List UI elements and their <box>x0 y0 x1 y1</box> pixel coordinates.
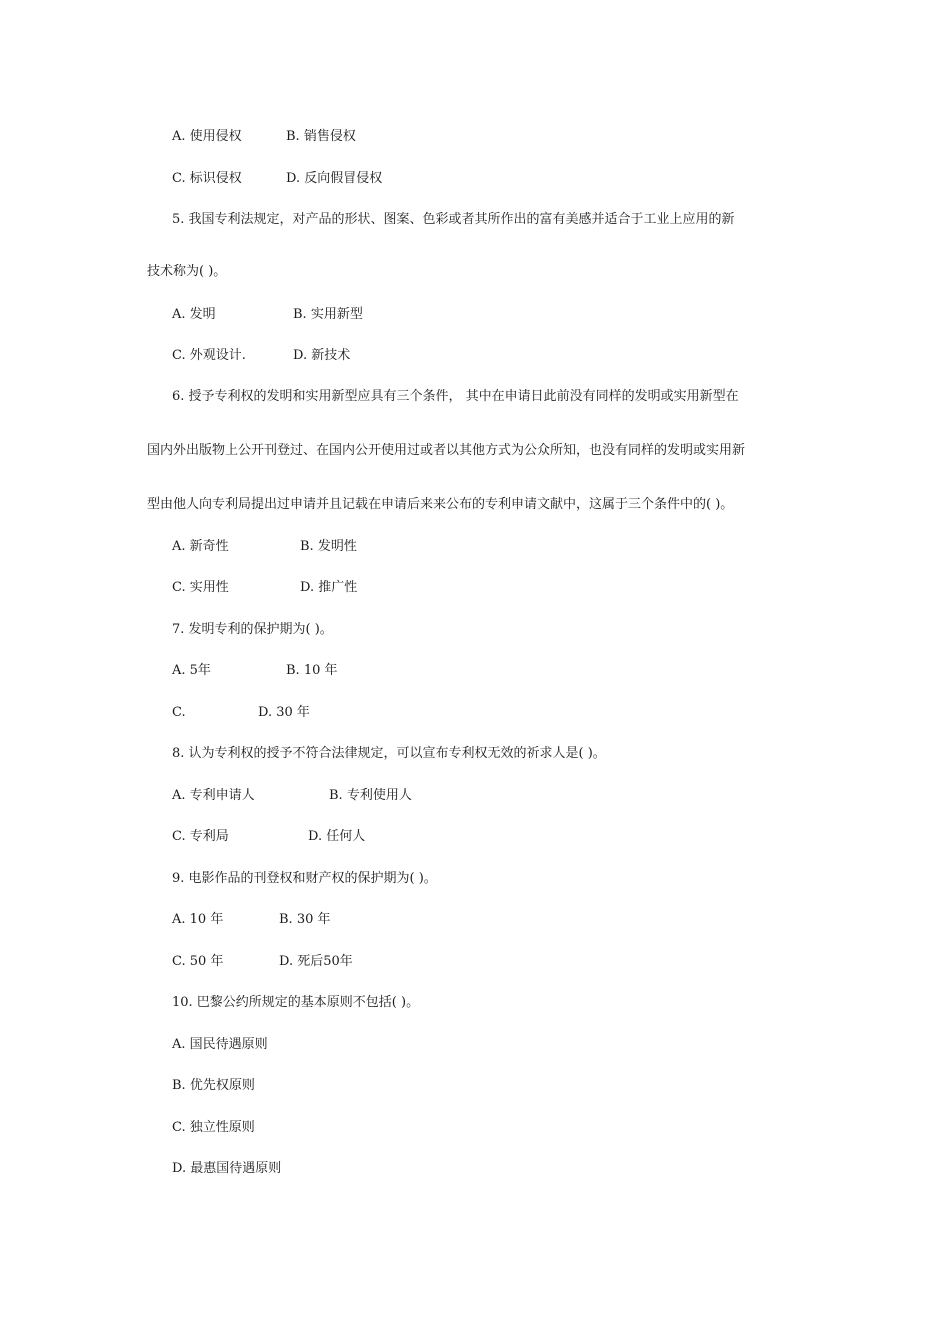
option-c: C. 外观设计. <box>172 348 246 363</box>
option-row <box>172 580 358 596</box>
option-d: D. 死后50年 <box>279 954 353 969</box>
option-b: B. 30 年 <box>279 912 331 927</box>
option-c: C. 独立性原则 <box>172 1120 255 1135</box>
option-a: A. 国民待遇原则 <box>172 1037 268 1052</box>
option-row <box>172 912 331 928</box>
question-6-line-3: 型由他人向专利局提出过申请并且记载在申请后来来公布的专利申请文献中，这属于三个条件中的( )。 <box>147 497 734 512</box>
question-9: 9. 电影作品的刊登权和财产权的保护期为( )。 <box>172 871 437 886</box>
question-8: 8. 认为专利权的授予不符合法律规定，可以宣布专利权无效的祈求人是( )。 <box>172 746 606 761</box>
option-d: D. 反向假冒侵权 <box>286 171 383 186</box>
question-6-line-1: 6. 授予专利权的发明和实用新型应具有三个条件， 其中在申请日此前没有同样的发明或实用新型在 <box>172 389 739 404</box>
option-a: A. 新奇性 <box>172 539 229 554</box>
option-c: C. 实用性 <box>172 580 229 595</box>
question-6-line-2: 国内外出版物上公开刊登过、在国内公开使用过或者以其他方式为公众所知，也没有同样的发明或实用新 <box>147 443 746 458</box>
option-a: A. 10 年 <box>172 912 224 927</box>
option-row <box>172 539 357 555</box>
option-row <box>172 129 356 145</box>
option-row <box>172 788 412 804</box>
option-d: D. 最惠国待遇原则 <box>172 1161 282 1176</box>
option-row <box>172 663 338 679</box>
option-d: D. 30 年 <box>258 705 310 720</box>
question-5-line-2: 技术称为( )。 <box>147 264 227 279</box>
option-b: B. 销售侵权 <box>286 129 356 144</box>
option-b: B. 发明性 <box>300 539 357 554</box>
option-c: C. 50 年 <box>172 954 224 969</box>
option-d: D. 任何人 <box>308 829 366 844</box>
option-c: C. 标识侵权 <box>172 171 242 186</box>
question-5-line-1: 5. 我国专利法规定，对产品的形状、图案、色彩或者其所作出的富有美感并适合于工业上应用的新 <box>172 212 735 227</box>
option-d: D. 推广性 <box>300 580 358 595</box>
option-c: C. 专利局 <box>172 829 229 844</box>
option-row <box>172 171 383 187</box>
option-b: B. 实用新型 <box>293 307 363 322</box>
option-row <box>172 829 366 845</box>
option-b: B. 10 年 <box>286 663 338 678</box>
option-row <box>172 954 353 970</box>
question-10: 10. 巴黎公约所规定的基本原则不包括( )。 <box>172 995 420 1010</box>
option-a: A. 5年 <box>172 663 211 678</box>
option-b: B. 专利使用人 <box>329 788 412 803</box>
option-a: A. 使用侵权 <box>172 129 242 144</box>
option-a: A. 发明 <box>172 307 216 322</box>
option-c: C. <box>172 705 186 720</box>
question-7: 7. 发明专利的保护期为( )。 <box>172 622 333 637</box>
option-b: B. 优先权原则 <box>172 1078 255 1093</box>
option-a: A. 专利申请人 <box>172 788 255 803</box>
option-d: D. 新技术 <box>293 348 351 363</box>
option-row <box>172 705 310 721</box>
option-row <box>172 307 363 323</box>
option-row <box>172 348 351 364</box>
